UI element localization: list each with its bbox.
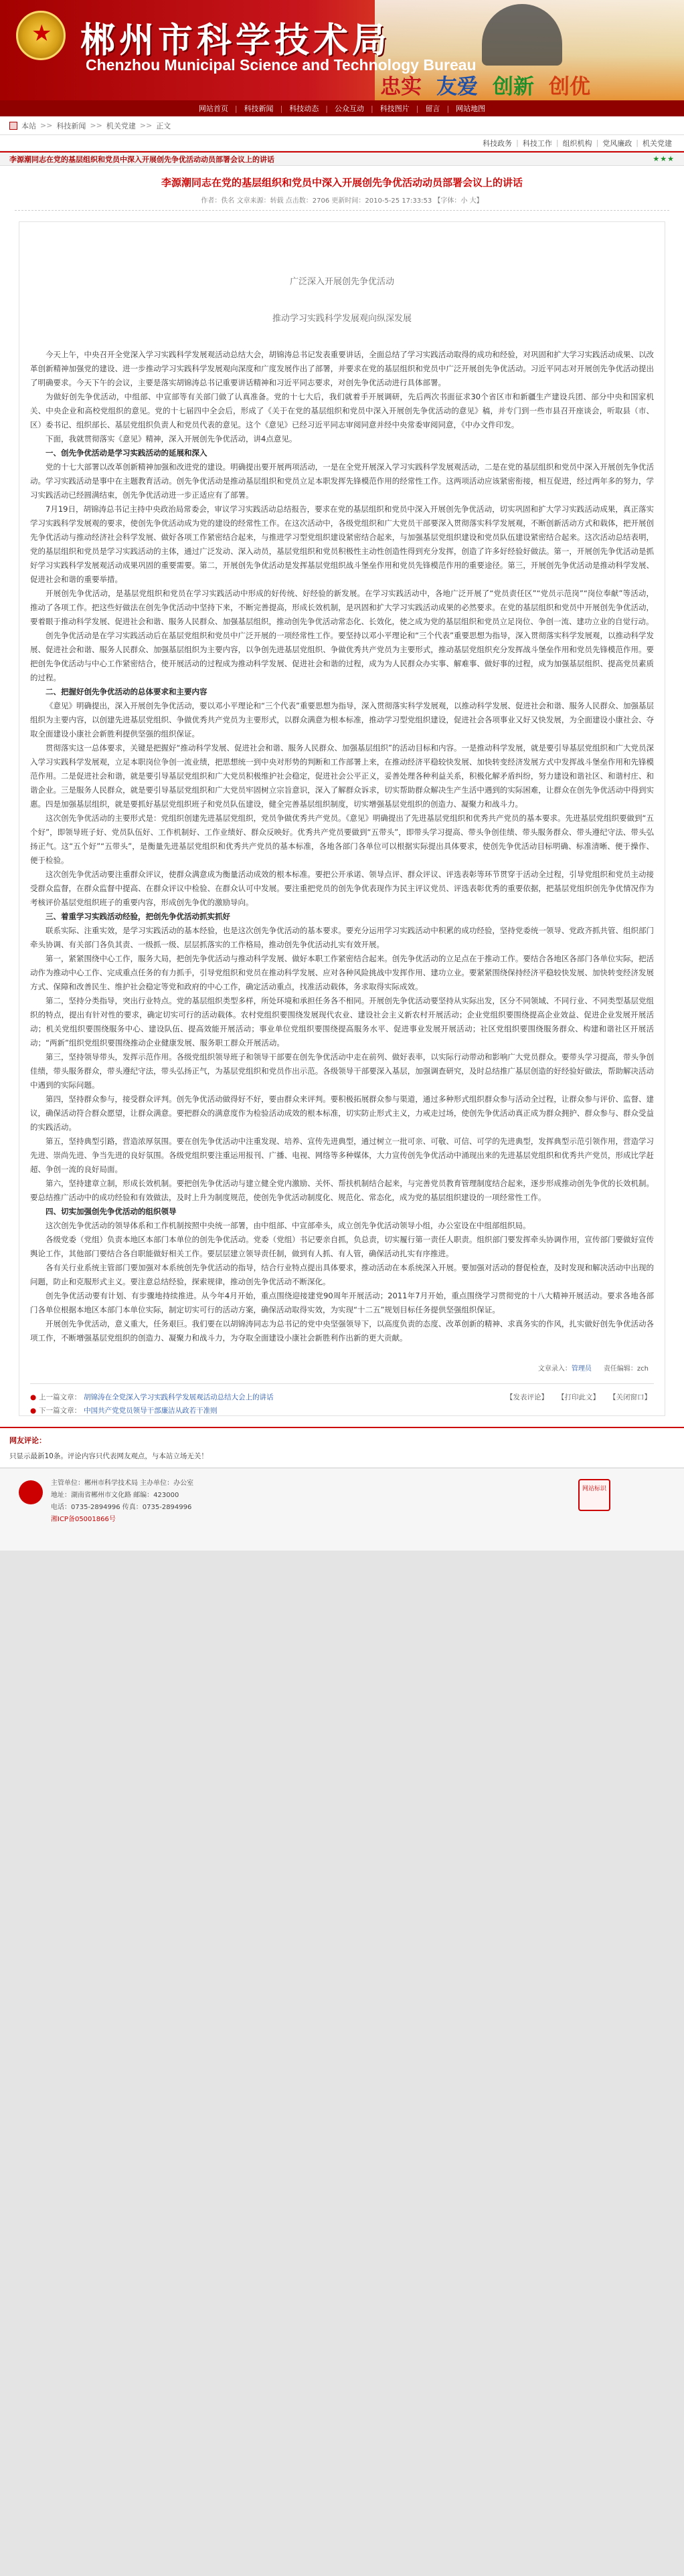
paragraph: 这次创先争优活动的领导体系和工作机制按照中央统一部署，由中组部、中宣部牵头，成立创先争优活动领导小组，办公室设在中组部组织局。	[46, 1221, 531, 1230]
section-heading: 四、切实加强创先争优活动的组织领导	[46, 1207, 177, 1216]
footer-icp[interactable]: 湘ICP备05001866号	[51, 1516, 116, 1523]
nav-sitemap[interactable]: 网站地图	[456, 104, 486, 113]
footer-line-3: 电话：0735-2894996 传真：0735-2894996	[51, 1504, 192, 1511]
reviewer-label: 责任编辑：	[603, 1365, 637, 1373]
footer-logo-icon	[19, 1480, 43, 1504]
sub-nav: 科技政务 | 科技工作 | 组织机构 | 党风廉政 | 机关党建	[0, 135, 684, 151]
comments-title: 网友评论：	[9, 1436, 46, 1445]
header-banner	[0, 0, 684, 100]
subnav-item-work[interactable]: 科技工作	[522, 138, 552, 148]
paragraph: 贯彻落实这一总体要求，关键是把握好“推动科学发展、促进社会和谐、服务人民群众、加强基层组织”的活动目标和内容。一是推动科学发展，就是要引导基层党组织和广大党员深入学习实践科学发展观，立足本职岗位争创一流业绩，把思想统一到中央对形势的判断和工作部署上来，在推动经济平稳较快发展、加快转变经济发展方式中发挥战斗堡垒作用和先锋模范作用。二是促进社会和谐，就是要引导基层党组织和广大党员积极维护社会稳定，促进社会公平正义，妥善处理各种利益关系，积极化解矛盾纠纷，努力建设和谐社区、和谐村庄、和谐企业。三是服务人民群众，就是要引导基层党组织和广大党员牢固树立宗旨意识，深入了解群众诉求，切实帮助群众解决生产生活中遇到的实际困难，让群众在创先争优活动中得到实惠。四是加强基层组织，就是要抓好基层党组织班子和党员队伍建设，健全完善基层组织制度，切实增强基层党组织的创造力、凝聚力和战斗力。	[30, 743, 654, 809]
paragraph: 联系实际、注重实效，是学习实践活动的基本经验，也是这次创先争优活动的基本要求。要充分运用学习实践活动中积累的成功经验，坚持党委统一领导、党政齐抓共管、组织部门牵头协调、有关部门各负其责、一级抓一级、层层抓落实的工作格局，推动创先争优活动扎实有效开展。	[30, 926, 654, 949]
breadcrumb-item-current: 正文	[156, 121, 171, 130]
site-badge-icon[interactable]: 网站标识	[578, 1479, 610, 1511]
article-header-bar	[0, 151, 684, 166]
article-paragraphs	[30, 348, 654, 1345]
reviewer-name: zch	[636, 1365, 649, 1373]
nav-dynamics[interactable]: 科技动态	[289, 104, 319, 113]
article-content	[19, 221, 665, 1416]
paragraph: 下面，我就贯彻落实《意见》精神，深入开展创先争优活动，讲4点意见。	[46, 434, 297, 443]
close-window-button[interactable]: 【关闭窗口】	[609, 1393, 651, 1401]
paragraph: 第五，坚持典型引路，营造浓厚氛围。要在创先争优活动中注重发现、培养、宣传先进典型，通过树立一批可亲、可敬、可信、可学的先进典型，发挥典型示范引领作用，营造学习先进、崇尚先进、争当先进的良好氛围。各级党组织要注重运用报刊、广播、电视、网络等多种媒体，大力宣传创先争优活动中涌现出来的先进基层党组织和优秀共产党员，形成比学赶超、争创一流的良好局面。	[30, 1136, 654, 1174]
comments-message: 只显示最新10条。评论内容只代表网友观点，与本站立场无关！	[9, 1452, 208, 1460]
paragraph: 第四，坚持群众参与，接受群众评判。创先争优活动做得好不好，要由群众来评判。要积极拓展群众参与渠道，通过多种形式组织群众参与活动全过程，让群众参与评价、监督、建议，确保活动符合群众愿望，让群众满意。要把群众的满意度作为检验活动成效的根本标准，切实防止形式主义，力戒走过场，使创先争优活动真正成为群众拥护、群众参与、群众受益的实践活动。	[30, 1094, 654, 1132]
section-heading: 二、把握好创先争优活动的总体要求和主要内容	[46, 687, 207, 696]
section-heading: 一、创先争优活动是学习实践活动的延展和深入	[46, 448, 207, 458]
subnav-item-affairs[interactable]: 科技政务	[483, 138, 513, 148]
paragraph: 第六，坚持建章立制，形成长效机制。要把创先争优活动与建立健全党内激励、关怀、帮扶机制结合起来，与完善党员教育管理制度结合起来，逐步形成推动创先争优的长效机制。要总结推广活动中的成功经验和有效做法，及时上升为制度规范，使创先争优活动制度化、规范化、常态化，成为党的基层组织建设的一项经常性工作。	[30, 1179, 654, 1202]
editor-label: 文章录入：	[537, 1365, 572, 1373]
paragraph: 开展创先争优活动，是基层党组织和党员在学习实践活动中形成的好传统、好经验的新发展。在学习实践活动中，各地广泛开展了“党员责任区”“党员示范岗”“岗位奉献”等活动，推动了各项工作。把这些好做法在创先争优活动中坚持下来，不断完善提高，形成长效机制，是巩固和扩大学习实践活动成果的必然要求。在党的基层组织和党员中开展创先争优活动，要着眼于推动科学发展、促进社会和谐、服务人民群众、加强基层组织，推动创先争优活动常态化、长效化，使之成为党的基层组织和党员立足岗位、争创一流、建功立业的自觉行动。	[30, 589, 654, 626]
header-bar-title: 李源潮同志在党的基层组织和党员中深入开展创先争优活动动员部署会议上的讲话	[9, 155, 274, 164]
paragraph: 这次创先争优活动的主要形式是：党组织创建先进基层党组织，党员争做优秀共产党员。《意见》明确提出了先进基层党组织和优秀共产党员的基本要求。先进基层党组织要做到“五个好”，即领导班子好、党员队伍好、工作机制好、工作业绩好、群众反映好。优秀共产党员要做到“五带头”，即带头学习提高、带头争创佳绩、带头服务群众、带头遵纪守法、带头弘扬正气。这“五个好”“五带头”，是衡量先进基层党组织和优秀共产党员的基本标准，各地各部门各单位可以根据实际提出具体要求，使创先争优活动目标明确、标准清晰、便于操作、便于检验。	[30, 813, 654, 865]
paragraph: 7月19日，胡锦涛总书记主持中央政治局常委会，审议学习实践活动总结报告，要求在党的基层组织和党员中深入开展创先争优活动，切实巩固和扩大学习实践活动成果，真正落实学习实践科学发展观的要求，使创先争优活动成为党的建设的经常性工作。在这次活动中，各级党组织和广大党员干部要深入贯彻落实科学发展观，不断创新活动方式和载体，把开展创先争优活动与推动经济社会科学发展、做好各项工作紧密结合起来，与推进学习型党组织建设紧密结合起来，与加强基层党组织建设和党员队伍建设紧密结合起来。这次活动总结表明，党的基层组织和党员是学习实践活动的主体，通过广泛发动、深入动员，基层党组织和党员积极性主动性创造性得到充分发挥，创造了许多好经验好做法。第一，开展创先争优活动是抓好学习实践科学发展观活动成果巩固的重要需要。第二，开展创先争优活动是发挥基层党组织战斗堡垒作用和党员先锋模范作用的重要途径。第三，开展创先争优活动是推动科学发展、促进社会和谐的重要举措。	[30, 504, 654, 584]
footer-line-2: 地址：湖南省郴州市文化路 邮编：423000	[51, 1492, 179, 1499]
article-meta: 作者：佚名 文章来源：转载 点击数：2706 更新时间：2010-5-25 17:33:53 【字体：小 大】	[15, 195, 669, 211]
paragraph: 各有关行业系统主管部门要加强对本系统创先争优活动的指导，结合行业特点提出具体要求，推动活动在本系统深入开展。要加强对活动的督促检查，及时发现和解决活动中出现的问题，防止和克服形式主义。要注意总结经验，探索规律，推动创先争优活动不断深化。	[30, 1263, 654, 1286]
paragraph: 创先争优活动要有计划、有步骤地持续推进。从今年4月开始，重点围绕迎接建党90周年开展活动；2011年7月开始，重点围绕学习贯彻党的十八大精神开展活动。要求各地各部门各单位根据本地区本部门本单位实际，制定切实可行的活动方案，确保活动取得实效，为实现“十二五”规划目标任务提供坚强组织保证。	[30, 1291, 654, 1314]
slogan-1: 忠实	[380, 75, 422, 99]
breadcrumb: 本站 >> 科技新闻 >> 机关党建 >> 正文	[0, 116, 684, 135]
next-article-link[interactable]: 中国共产党党员领导干部廉洁从政若干准则	[84, 1407, 218, 1415]
paragraph: 第三，坚持领导带头，发挥示范作用。各级党组织领导班子和领导干部要在创先争优活动中走在前列、做好表率，以实际行动带动和影响广大党员群众。要带头学习提高，带头争创佳绩，带头服务群众，带头遵纪守法，带头弘扬正气，为基层党组织和党员作出示范。各级领导干部要深入基层，加强调查研究，及时总结推广基层创造的好经验好做法，帮助解决活动中遇到的实际问题。	[30, 1052, 654, 1090]
breadcrumb-item-party[interactable]: 机关党建	[106, 121, 136, 130]
next-label: 下一篇文章：	[39, 1407, 82, 1415]
paragraph: 创先争优活动是在学习实践活动后在基层党组织和党员中广泛开展的一项经常性工作。要坚持以邓小平理论和“三个代表”重要思想为指导，深入贯彻落实科学发展观，以推动科学发展、促进社会和谐、服务人民群众、加强基层组织为主要内容，以争创先进基层党组织、争做优秀共产党员为主要形式，推动基层党组织充分发挥战斗堡垒作用和党员先锋模范作用。要把创先争优活动与中心工作紧密结合，使开展活动的过程成为推动科学发展、促进社会和谐的过程，成为为人民群众办实事、解难事、做好事的过程，成为加强基层组织、提高党员素质的过程。	[30, 631, 654, 682]
nav-interaction[interactable]: 公众互动	[335, 104, 364, 113]
article-subtitle-2: 推动学习实践科学发展观向纵深发展	[272, 314, 412, 324]
paragraph: 第二，坚持分类指导，突出行业特点。党的基层组织类型多样，所处环境和承担任务各不相同。开展创先争优活动要坚持从实际出发，区分不同领域、不同行业、不同类型基层党组织的特点，提出有针对性的要求，确定切实可行的活动载体。农村党组织要围绕发展现代农业、建设社会主义新农村开展活动；企业党组织要围绕提高企业效益、促进企业发展开展活动；机关党组织要围绕服务中心、建设队伍、提高效能开展活动；事业单位党组织要围绕提高服务水平、促进事业发展开展活动；社区党组织要围绕服务群众、构建和谐社区开展活动；“两新”组织党组织要围绕推动企业健康发展、服务职工群众开展活动。	[30, 996, 654, 1048]
editor-name: 管理员	[571, 1365, 592, 1373]
subnav-item-org[interactable]: 组织机构	[562, 138, 592, 148]
paragraph: 这次创先争优活动要注重群众评议，使群众满意成为衡量活动成效的根本标准。要把公开承诺、领导点评、群众评议、评选表彰等环节贯穿于活动全过程，引导党组织和党员主动接受群众监督，在群众监督中提高、在群众评议中检验、在群众认可中发展。要注重把党员的创先争优表现作为民主评议党员、评选表彰优秀的重要依据，把基层党组织创先争优情况作为考核评价基层党组织班子的重要内容，形成创先争优的激励导向。	[30, 870, 654, 907]
post-comment-button[interactable]: 【发表评论】	[506, 1393, 548, 1401]
nav-pictures[interactable]: 科技图片	[379, 104, 410, 113]
paragraph: 今天上午，中央召开全党深入学习实践科学发展观活动总结大会，胡锦涛总书记发表重要讲话，全面总结了学习实践活动取得的成功和经验，对巩固和扩大学习实践活动成果、以改革创新精神加强党的建设、进一步推动学习实践科学发展观向深度和广度发展作出了部署，并要求在党的基层组织和党员中广泛开展创先争优活动。习近平同志对开展创先争优活动提出了明确要求。今天下午的会议，主要是落实胡锦涛总书记重要讲话精神和习近平同志要求，对创先争优活动进行具体部署。	[30, 350, 654, 387]
subnav-item-party[interactable]: 机关党建	[643, 138, 672, 148]
rating-stars: ★★★	[653, 155, 675, 163]
paragraph: 党的十七大部署以改革创新精神加强和改进党的建设。明确提出要开展两项活动，一是在全党开展深入学习实践科学发展观活动，二是在党的基层组织和党员中深入开展创先争优活动。学习实践活动是事中在主题教育活动。创先争优活动是推动基层组织和党员立足本职发挥先锋模范作用的经常性工作。这两项活动应该紧密衔接，相互促进，经过两年多的努力，学习实践活动已经圆满结束，创先争优活动进一步正适应有了部署。	[30, 462, 654, 500]
comments-section	[0, 1427, 684, 1468]
prev-next-links: ● 上一篇文章： 胡锦涛在全党深入学习实践科学发展观活动总结大会上的讲话 ● 下一篇文章： 中国共产党党员领导干部廉洁从政若干准则	[30, 1383, 654, 1417]
national-emblem-icon: ★	[16, 11, 66, 60]
article-subtitle-1: 广泛深入开展创先争优活动	[289, 277, 394, 287]
prev-label: 上一篇文章：	[39, 1393, 82, 1401]
footer	[0, 1468, 684, 1551]
home-icon	[9, 122, 17, 130]
subnav-item-integrity[interactable]: 党风廉政	[602, 138, 632, 148]
paragraph: 第一，紧紧围绕中心工作，服务大局，把创先争优活动与推动科学发展、做好本职工作紧密结合起来。创先争优活动的立足点在于推动工作。要结合各地区各部门各单位实际，把活动作为推动中心工作、完成重点任务的有力抓手，引导党组织和党员在推动科学发展、应对各种风险挑战中发挥作用、建功立业。要紧紧围绕保持经济平稳较快发展、加快转变经济发展方式、保障和改善民生、维护社会稳定等党和政府的中心工作，确定活动重点，找准活动载体，务求取得实际成效。	[30, 954, 654, 991]
paragraph: 各级党委（党组）负责本地区本部门本单位的创先争优活动。党委（党组）书记要亲自抓，负总责，切实履行第一责任人职责。组织部门要发挥牵头协调作用，宣传部门要做好宣传舆论工作，其他部门要结合各自职能做好相关工作。要层层建立领导责任制，做到有人抓、有人管，确保活动扎实有序推进。	[30, 1235, 654, 1258]
print-button[interactable]: 【打印此文】	[558, 1393, 600, 1401]
nav-news[interactable]: 科技新闻	[244, 104, 274, 113]
site-title-cn: 郴州市科学技术局	[80, 20, 392, 61]
nav-home[interactable]: 网站首页	[198, 104, 228, 113]
top-nav: 网站首页 | 科技新闻 | 科技动态 | 公众互动 | 科技图片 | 留言 | 网站地图	[0, 100, 684, 116]
section-heading: 三、着重学习实践活动经验，把创先争优活动抓实抓好	[46, 912, 230, 921]
breadcrumb-item-site[interactable]: 本站	[21, 121, 36, 130]
paragraph: 为做好创先争优活动，中组部、中宣部等有关部门做了认真准备。党的十七大后，我们就着手开展调研，先后两次书面征求30个省区市和新疆生产建设兵团、部分中央和国家机关、中央企业和高校党组织的意见。党的十七届四中全会后，形成了《关于在党的基层组织和党员中深入开展创先争优活动的意见》稿，并专门到一些市县召开座谈会，听取县（市、区）委书记、组织部长、基层党组织负责人和党员代表的意见。这个《意见》已经习近平同志审阅同意并经中央常委审阅同意，《中办文件印发。	[30, 392, 654, 429]
article-title: 李源潮同志在党的基层组织和党员中深入开展创先争优活动动员部署会议上的讲话	[161, 177, 523, 189]
slogan-2: 友爱	[436, 75, 478, 99]
author-line	[30, 1363, 654, 1373]
prev-article-link[interactable]: 胡锦涛在全党深入学习实践科学发展观活动总结大会上的讲话	[84, 1393, 274, 1401]
slogans	[380, 70, 590, 100]
slogan-4: 创优	[549, 75, 590, 99]
article	[0, 166, 684, 1427]
footer-line-1: 主管单位：郴州市科学技术局 主办单位：办公室	[51, 1480, 194, 1487]
slogan-3: 创新	[493, 75, 534, 99]
site-title-en: Chenzhou Municipal Science and Technology Bureau	[86, 56, 477, 74]
paragraph: 《意见》明确提出，深入开展创先争优活动，要以邓小平理论和“三个代表”重要思想为指导，深入贯彻落实科学发展观，以推动科学发展、促进社会和谐、服务人民群众、加强基层组织为主要内容，以创建先进基层党组织、争做优秀共产党员为主要形式，以群众满意为根本标准，推动学习型党组织建设，促进社会各项事业又好又快发展，为全面建设小康社会、夺取全面建设小康社会新胜利提供坚强的组织保证。	[30, 701, 654, 738]
breadcrumb-item-news[interactable]: 科技新闻	[56, 121, 86, 130]
paragraph: 开展创先争优活动，意义重大，任务艰巨。我们要在以胡锦涛同志为总书记的党中央坚强领导下，以高度负责的态度、改革创新的精神、求真务实的作风，扎实做好创先争优活动各项工作，不断增强基层党组织的创造力、凝聚力和战斗力，为夺取全面建设小康社会新胜利作出新的更大贡献。	[30, 1319, 654, 1343]
nav-guestbook[interactable]: 留言	[425, 104, 440, 113]
